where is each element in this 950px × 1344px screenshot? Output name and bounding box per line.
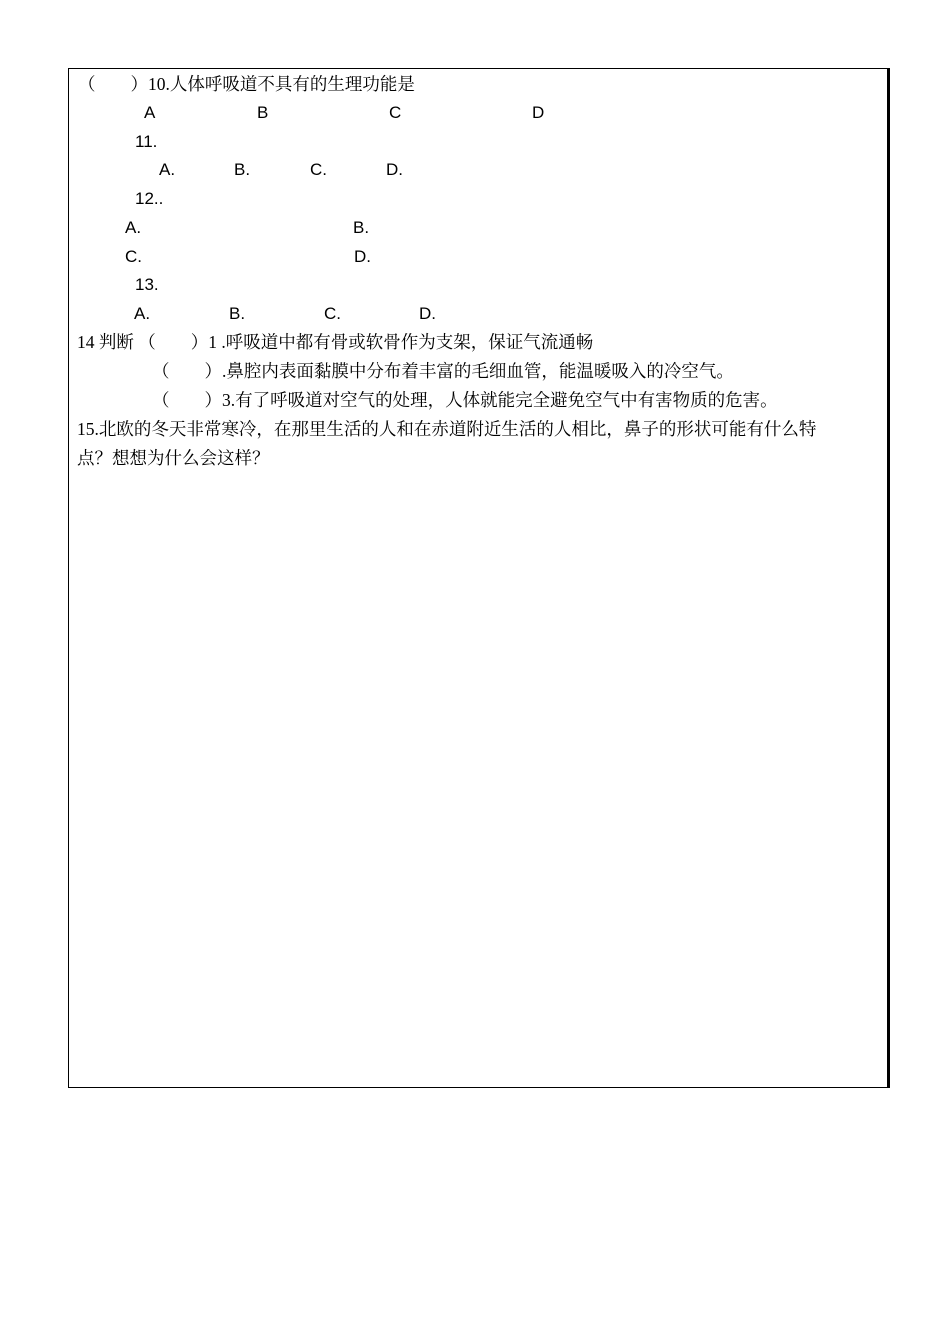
- q13-option-b: B.: [229, 304, 246, 323]
- q13-option-c: C.: [324, 304, 341, 323]
- q12-option-a: A.: [125, 218, 142, 237]
- q10-option-d: D: [532, 103, 545, 122]
- q11-option-a: A.: [159, 160, 176, 179]
- q12-stem: 12..: [135, 189, 164, 208]
- q11-option-c: C.: [310, 160, 327, 179]
- q15-line-1: 15.北欧的冬天非常寒冷，在那里生活的人和在赤道附近生活的人相比，鼻子的形状可能有什么特: [77, 419, 817, 439]
- q14-line-1: 14 判断 （ ）1 .呼吸道中都有骨或软骨作为支架，保证气流通畅: [77, 332, 594, 352]
- q14-line-3: （ ）3.有了呼吸道对空气的处理，人体就能完全避免空气中有害物质的危害。: [152, 390, 778, 410]
- q13-option-a: A.: [134, 304, 151, 323]
- q11-option-b: B.: [234, 160, 251, 179]
- q11-stem: 11.: [135, 132, 158, 151]
- q14-line-2: （ ）.鼻腔内表面黏膜中分布着丰富的毛细血管，能温暖吸入的冷空气。: [152, 361, 734, 381]
- q13-stem: 13.: [135, 275, 159, 294]
- q12-option-b: B.: [353, 218, 370, 237]
- q12-option-d: D.: [354, 247, 371, 266]
- q11-option-d: D.: [386, 160, 403, 179]
- q12-option-c: C.: [125, 247, 142, 266]
- q15-line-2: 点？想想为什么会这样？: [77, 448, 270, 468]
- q10-option-c: C: [389, 103, 402, 122]
- q10-stem: （ ）10.人体呼吸道不具有的生理功能是: [78, 74, 415, 94]
- answer-frame: [68, 68, 890, 1088]
- q10-option-a: A: [144, 103, 156, 122]
- q13-option-d: D.: [419, 304, 436, 323]
- q10-option-b: B: [257, 103, 269, 122]
